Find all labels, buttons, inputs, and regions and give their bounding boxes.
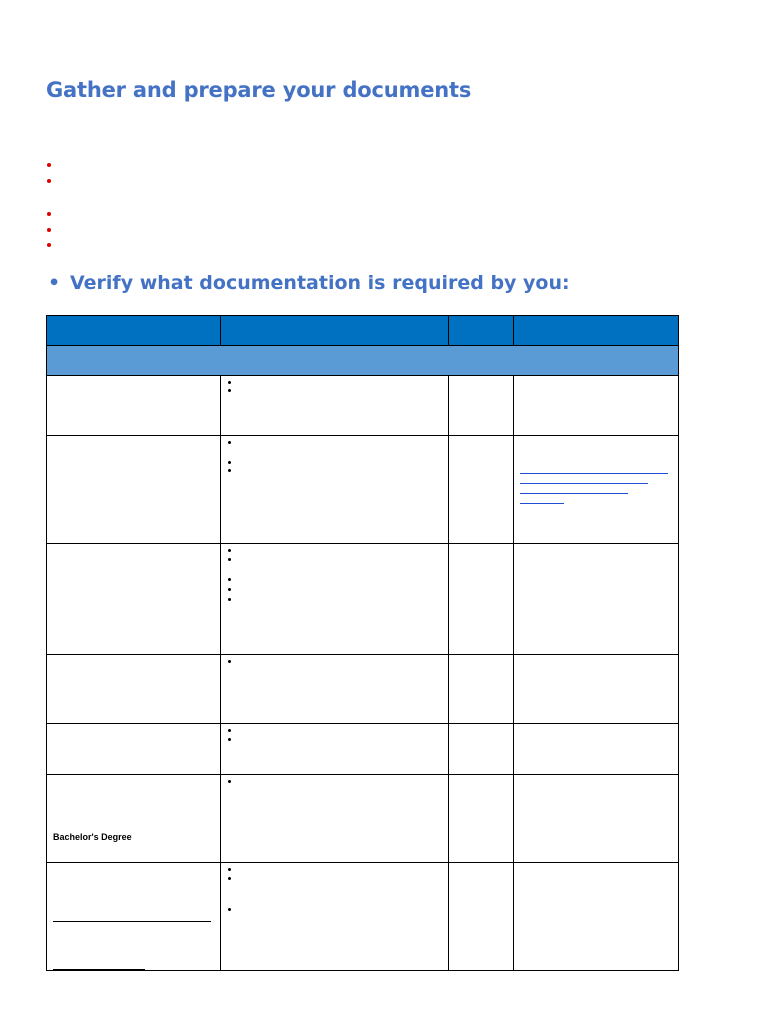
table-cell [449, 655, 514, 724]
bullet-dot [228, 381, 231, 384]
table-cell [514, 655, 679, 724]
table-row [47, 775, 679, 863]
table-cell [47, 376, 221, 436]
table-cell [221, 544, 449, 655]
table-row [47, 376, 679, 436]
table-cell [47, 863, 221, 971]
table-cell [449, 863, 514, 971]
table-cell [449, 376, 514, 436]
header-cell [47, 316, 221, 346]
table-cell [514, 544, 679, 655]
table-cell [514, 436, 679, 544]
red-bullet [47, 179, 51, 183]
bullet-dot [228, 469, 231, 472]
subheading-text: Verify what documentation is required by you: [70, 272, 570, 294]
table-cell [47, 775, 221, 863]
bullet-dot [228, 461, 231, 464]
header-cell [221, 316, 449, 346]
table-cell [221, 376, 449, 436]
link-underline[interactable] [520, 503, 564, 504]
bullet-dot [228, 780, 231, 783]
bullet-dot [228, 389, 231, 392]
table-cell [514, 724, 679, 775]
bullet-dot [228, 549, 231, 552]
blank-underline [53, 921, 211, 922]
link-underline[interactable] [520, 473, 668, 474]
section-band-row [47, 346, 679, 376]
bullet-dot [228, 908, 231, 911]
subheading-bullet: • [48, 272, 61, 294]
blank-underline [53, 969, 145, 970]
table-cell [221, 436, 449, 544]
section-band-cell [47, 346, 679, 376]
table-cell [47, 436, 221, 544]
verify-docs-subheading [48, 272, 570, 294]
red-bullet [47, 212, 51, 216]
table-cell [449, 724, 514, 775]
table-row [47, 655, 679, 724]
header-cell [514, 316, 679, 346]
table-cell [221, 863, 449, 971]
bullet-dot [228, 877, 231, 880]
table-cell [221, 655, 449, 724]
table-cell [514, 775, 679, 863]
red-bullet [47, 163, 51, 167]
page-heading: Gather and prepare your documents [46, 78, 472, 102]
table-cell [47, 655, 221, 724]
table-cell [221, 775, 449, 863]
link-underline[interactable] [520, 493, 628, 494]
bullet-dot [228, 660, 231, 663]
table-row [47, 436, 679, 544]
table-cell [47, 544, 221, 655]
link-underline[interactable] [520, 483, 648, 484]
bullet-dot [228, 441, 231, 444]
bullet-dot [228, 578, 231, 581]
bullet-dot [228, 598, 231, 601]
bullet-dot [228, 588, 231, 591]
bullet-dot [228, 738, 231, 741]
table-cell [47, 724, 221, 775]
table-row [47, 544, 679, 655]
table-cell [221, 724, 449, 775]
table-header-row [47, 316, 679, 346]
red-bullet [47, 228, 51, 232]
table-row [47, 724, 679, 775]
bullet-dot [228, 558, 231, 561]
table-cell [449, 544, 514, 655]
bullet-dot [228, 868, 231, 871]
table-cell [514, 376, 679, 436]
degree-label: Bachelor's Degree [53, 832, 132, 842]
bullet-dot [228, 729, 231, 732]
header-cell [449, 316, 514, 346]
red-bullet [47, 243, 51, 247]
table-row [47, 863, 679, 971]
table-cell [449, 775, 514, 863]
table-cell [449, 436, 514, 544]
table-cell [514, 863, 679, 971]
documents-table [46, 315, 679, 971]
